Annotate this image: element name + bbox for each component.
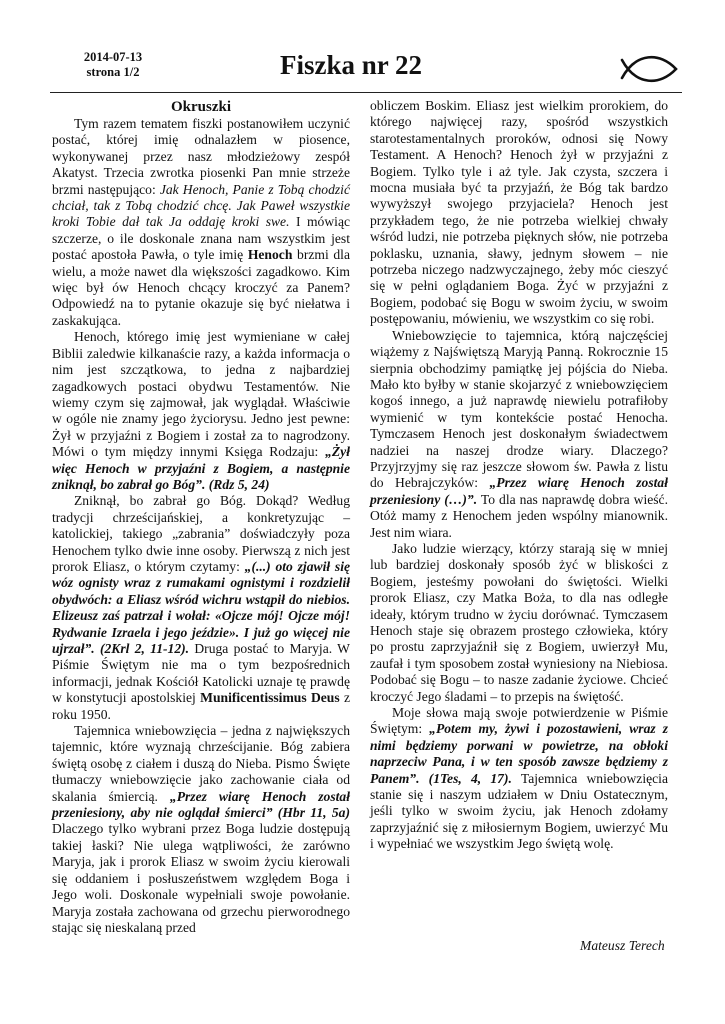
text: Dlaczego tylko wybrani przez Boga ludzie dostępują takiej łaski? Nie ulega wątpliwości, że zarówno Maryja, jak i prorok Eliasz w swoim życiu kierowali się oddaniem i posłuszeństwem względem Boga i Jego woli. Doskonale wypełniali swoje powołanie. Maryja została zachowana od grzechu pierworodnego stając się nieskalaną przed (52, 821, 350, 935)
text: Druga postać to Maryja. W Piśmie Świętym nie ma o tym bezpośrednich informacji, jednak Kościół Katolicki uznaje tę prawdę w konstytucji apostolskiej (52, 641, 350, 706)
page-header (50, 50, 682, 90)
emphasis-name: Henoch (247, 247, 293, 263)
song-quote: Jak Henoch, Panie z Tobą chodzić chciał, tak z Tobą chodzić chcę. Jak Paweł wszystkie kroki Tobie dał tak Ja oddaję kroki swe. (52, 181, 350, 230)
scripture-quote: „Przez wiarę Henoch został przeniesiony, aby nie oglądał śmierci” (Hbr 11, 5a) (52, 788, 350, 821)
author-signature: Mateusz Terech (580, 938, 665, 953)
text: obliczem Boskim. Eliasz jest wielkim prorokiem, do którego najwięcej razy, spośród wszystkich starotestamentalnych proroków, odnosi się Nowy Testament. A Henoch? Henoch żył w przyjaźni z Bogiem. Tylko tyle i aż tyle. Jak czysta, szczera i mocna musiała być ta przyjaźń, że Bóg tak bardzo wywyższył swojego przyjaciela? Henoch jest przykładem tego, że nie potrzeba wielkiej chwały wśród ludzi, nie potrzeba pięknych słów, nie potrzeba poklasku, uznania, sławy, jednym słowem – nie potrzeba niczego nadzwyczajnego, żeby móc cieszyć się w pełni oglądaniem Boga. Żyć w przyjaźni z Bogiem, podobać się Bogu w swoim życiu, w swoim postępowaniu, mówieniu, we wszystkim co się robi. (370, 98, 668, 327)
text: Wniebowzięcie to tajemnica, którą najczęściej wiążemy z Najświętszą Maryją Panną. Rokrocznie 15 sierpnia obchodzimy pamiątkę jej pójścia do Nieba. Mało kto byłby w stanie skojarzyć z wniebowzięciem kogoś innego, a już naprawdę niewielu potrafiłoby wymienić w tym kontekście postać Henocha. Tymczasem Henoch jest doskonałym świadectwem nadziei na naszej drodze wiary. Dlaczego? Przyjrzyjmy się raz jeszcze słowom św. Pawła z listu do Hebrajczyków: (370, 327, 668, 491)
page-number: strona 1/2 (86, 65, 140, 79)
issue-date: 2014-07-13 (83, 50, 143, 64)
header-divider (50, 92, 682, 93)
article-column-left (52, 98, 350, 936)
emphasis-name: Munificentissimus Deus (200, 690, 340, 706)
paragraph (52, 493, 350, 723)
text: Zniknął, bo zabrał go Bóg. Dokąd? Według tradycji chrześcijańskiej, a konkretyzując – katolickiej, takiego „zabrania” doświadczyły poza Henochem tylko dwie inne osoby. Pierwszą z nich jest prorok Eliasz, o którym czytamy: (52, 493, 350, 574)
paragraph (370, 328, 668, 541)
text: To dla nas naprawdę dobra wieść. Otóż mamy z Henochem jeden wspólny mianownik. Jest nim wiara. (370, 491, 668, 540)
ichthys-fish-icon (620, 54, 680, 84)
text: I mówiąc szczerze, o ile doskonale znana nam wszystkim jest postać apostoła Pawła, o tyle imię (52, 214, 351, 263)
paragraph (370, 705, 668, 853)
paragraph (52, 116, 350, 329)
text: Tym razem tematem fiszki postanowiłem uczynić postać, której imię odnalazłem w piosence, wykonywanej przez nasz młodzieżowy zespół Akatyst. Trzecia zwrotka piosenki Pan mnie strzeże brzmi następująco: (52, 116, 350, 197)
text: Jako ludzie wierzący, którzy starają się w mniej lub bardziej doskonały sposób żyć w bliskości z Bogiem, jesteśmy powołani do świętości. Wielki prorok Eliasz, czy Matka Boża, to dla nas odległe ideały, którym trudno w życiu dorównać. Tymczasem Henoch staje się obrazem prostego człowieka, który po prostu zaprzyjaźnił się z Bogiem, uwierzył Mu, zaufał i tym sposobem został wyniesiony na Niebiosa. Podobać się Bogu – to nasze zadanie życiowe. Chcieć kroczyć Jego śladami – to przepis na świętość. (370, 540, 668, 704)
text: brzmi dla wielu, a może nawet dla większości zagadkowo. Kim więc był ów Henoch chcący kroczyć za Panem? Odpowiedź na to pytanie okazuje się być niełatwa i zaskakująca. (52, 247, 350, 328)
paragraph (52, 723, 350, 936)
scripture-quote: „Potem my, żywi i pozostawieni, wraz z nimi będziemy porwani w powietrze, na obłoki naprzeciw Pana, i w ten sposób zawsze będziemy z Panem”. (1Tes, 4, 17). (370, 721, 668, 786)
scripture-quote: „Przez wiarę Henoch został przeniesiony (…)”. (370, 475, 668, 507)
text: z roku 1950. (52, 690, 351, 722)
paragraph (370, 541, 668, 705)
paragraph (52, 329, 350, 493)
scripture-quote: „Żył więc Henoch w przyjaźni z Bogiem, a następnie zniknął, bo zabrał go Bóg”. (Rdz 5, 24) (52, 444, 350, 492)
text: Tajemnica wniebowzięcia stanie się i naszym udziałem w Dniu Ostatecznym, jeśli tylko w swoim życiu, jak Henoch zdołamy zaprzyjaźnić się z miłosiernym Bogiem, uwierzyć Mu i wypełniać we wszystkim Jego świętą wolę. (370, 770, 668, 852)
article-column-right (370, 98, 668, 853)
paragraph-continued (370, 98, 668, 328)
text: Moje słowa mają swoje potwierdzenie w Piśmie Świętym: (370, 705, 668, 737)
header-meta (68, 50, 158, 80)
article-title: Okruszki (170, 99, 231, 115)
page-title: Fiszka nr 22 (280, 50, 423, 80)
text: Henoch, którego imię jest wymieniane w całej Biblii zaledwie kilkanaście razy, a każda informacja o nim jest szczątkowa, to jedna z najbardziej zagadkowych postaci obydwu Testamentów. Nie wiemy czym się zajmował, jak wyglądał. Właściwie w ogóle nie znamy jego życiorysu. Jedno jest pewne: Żył w przyjaźni z Bogiem i został za to nagrodzony. Mówi o tym między innymi Księga Rodzaju: (52, 329, 350, 460)
scripture-quote: „(...) oto zjawił się wóz ognisty wraz z rumakami ognistymi i rozdzielił obydwóch: a Eliasz wśród wichru wstąpił do niebios. Elizeusz zaś patrzał i wołał: «Ojcze mój! Ojcze mój! Rydwanie Izraela i jego jeździe». I już go więcej nie ujrzał”. (2Krl 2, 11-12). (52, 558, 351, 656)
text: Tajemnica wniebowzięcia – jedna z największych tajemnic, które wyznają chrześcijanie. Bóg zabiera świętą osobę z ciałem i duszą do Nieba. Pismo Święte tłumaczy wniebowzięcie jako zachowanie ciała od skalania śmiercią. (52, 723, 350, 804)
